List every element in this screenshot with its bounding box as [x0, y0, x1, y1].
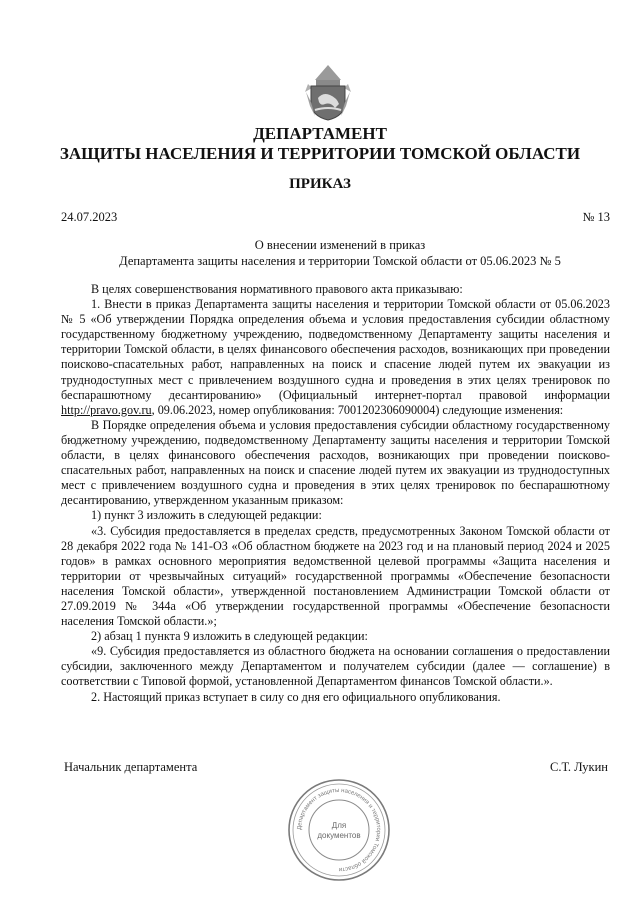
signer-name: С.Т. Лукин [550, 760, 608, 774]
item-1-paragraph [61, 297, 610, 418]
item-2-paragraph: 2. Настоящий приказ вступает в силу со дня его официального опубликования. [91, 689, 501, 704]
item-1-text-before-link: 1. Внести в приказ Департамента защиты населения и территории Томской области от 05.06.2023 № 5 «Об утверждении Порядка определения объема и условия предоставления субсидии областному государственному бюджетному учреждению, подведомственному Департаменту защиты населения и территории Томской области, в целях финансового обеспечения расходов, возникающих при проведении поисково-спасательных работ, направленных на поиск и спасение людей путем их эвакуации из труднодоступных мест с привлечением воздушного судна и проведения в этих целях тренировок по беспарашютному десантированию» (Официальный интернет-портал правовой информации [61, 297, 610, 402]
department-title-line1: ДЕПАРТАМЕНТ [253, 124, 387, 143]
official-round-stamp-icon [287, 778, 391, 882]
clause-9-quote: «9. Субсидия предоставляется из областного бюджета на основании соглашения о предоставлении субсидии, заключенного между Департаментом и получателем субсидии (далее — соглашение) в соответствии с Типовой формой, установленной Департаментом финансов Томской области.». [61, 644, 610, 689]
stamp-center-line1: Для [331, 821, 347, 830]
order-subject [40, 237, 640, 269]
order-body [61, 282, 610, 705]
sub-item-1: 1) пункт 3 изложить в следующей редакции: [91, 508, 322, 523]
document-type-title: ПРИКАЗ [289, 176, 351, 192]
procedure-paragraph: В Порядке определения объема и условия предоставления субсидии областному государственному бюджетному учреждению, подведомственному Департаменту защиты населения и территории Томской области, в целях финансового обеспечения расходов, возникающих при проведении поисково-спасательных работ, направленных на поиск и спасение людей путем их эвакуации из труднодоступных мест с привлечением воздушного судна и проведения в этих целях тренировок по беспарашютному десантированию, утвержденном указанным приказом: [61, 417, 610, 508]
department-title-line2: ЗАЩИТЫ НАСЕЛЕНИЯ И ТЕРРИТОРИИ ТОМСКОЙ ОБЛАСТИ [59, 144, 581, 163]
subject-line2: Департамента защиты населения и территории Томской области от 05.06.2023 № 5 [119, 254, 561, 268]
item-1-text-after-link: , 09.06.2023, номер опубликования: 7001202306090004) следующие изменения: [151, 402, 564, 417]
tomsk-region-coat-of-arms-icon [303, 62, 353, 122]
stamp-center-line2: документов [317, 831, 361, 840]
pravo-gov-link[interactable]: http://pravo.gov.ru [61, 402, 152, 417]
order-number: № 13 [582, 210, 610, 224]
subject-line1: О внесении изменений в приказ [254, 238, 426, 252]
intro-paragraph: В целях совершенствования нормативного правового акта приказываю: [91, 282, 463, 296]
order-date: 24.07.2023 [61, 210, 118, 224]
stamp-ring-text: Департамент защиты населения и территории Томской области [296, 787, 382, 873]
signer-position: Начальник департамента [64, 760, 198, 774]
clause-3-quote: «3. Субсидия предоставляется в пределах средств, предусмотренных Законом Томской области от 28 декабря 2022 года № 141-ОЗ «Об областном бюджете на 2023 год и на плановый период 2024 и 2025 годов» в рамках основного мероприятия ведомственной целевой программы «Защита населения и территории от чрезвычайных ситуаций» государственной программы «Обеспечение безопасности населения Томской области», утвержденной постановлением Администрации Томской области от 27.09.2019 № 344а «Об утверждении государственной программы «Обеспечение безопасности населения Томской области.»; [61, 523, 610, 629]
sub-item-2: 2) абзац 1 пункта 9 изложить в следующей редакции: [91, 629, 368, 644]
